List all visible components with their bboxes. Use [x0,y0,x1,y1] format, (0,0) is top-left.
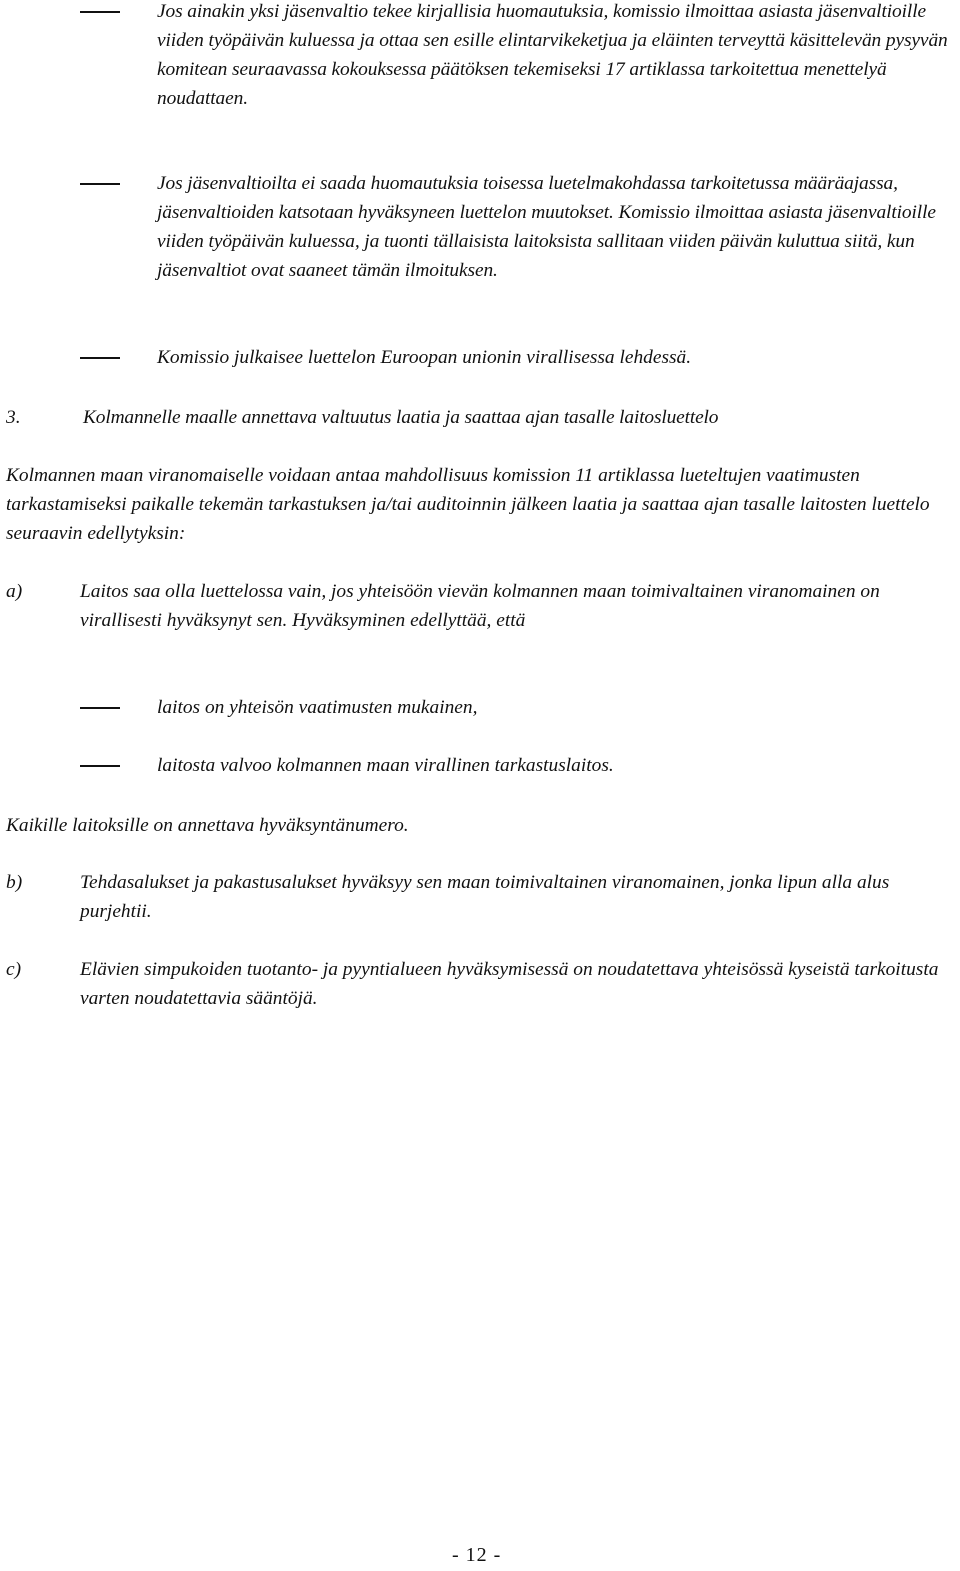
dash-item-text: Jos jäsenvaltioilta ei saada huomautuksia toisessa luetelmakohdassa tarkoitetussa määräajassa, jäsenvaltioiden katsotaan hyväksyneen luettelon muutokset. Komissio ilmoittaa asiasta jäsenvaltioille viiden työpäivän kuluessa, ja tuonti tällaisista laitoksista sallitaan viiden päivän kuluttua siitä, kun jäsenvaltiot ovat saaneet tämän ilmoituksen. [157,173,936,281]
dash-bullet [80,765,120,767]
dash-bullet [80,357,120,359]
section-title: Kolmannelle maalle annettava valtuutus laatia ja saattaa ajan tasalle laitosluettelo [83,407,719,428]
approval-note: Kaikille laitoksille on annettava hyväksyntänumero. [6,815,409,836]
dash-item-text: Komissio julkaisee luettelon Euroopan unionin virallisessa lehdessä. [157,347,692,368]
list-item-text: Elävien simpukoiden tuotanto- ja pyyntialueen hyväksymisessä on noudatettava yhteisössä kyseistä tarkoitusta varten noudatettavia sääntöjä. [80,959,939,1009]
dash-bullet [80,183,120,185]
dash-item-text: laitosta valvoo kolmannen maan virallinen tarkastuslaitos. [157,755,614,776]
list-item-text: Tehdasalukset ja pakastusalukset hyväksyy sen maan toimivaltainen viranomainen, jonka lipun alla alus purjehtii. [80,872,890,922]
list-item-label: b) [6,872,23,893]
list-item-label: c) [6,959,22,980]
dash-item-text: laitos on yhteisön vaatimusten mukainen, [157,697,478,718]
dash-bullet [80,11,120,13]
dash-bullet [80,707,120,709]
list-item-label: a) [6,581,23,602]
list-item-text: Laitos saa olla luettelossa vain, jos yhteisöön vievän kolmannen maan toimivaltainen viranomainen on virallisesti hyväksynyt sen. Hyväksyminen edellyttää, että [80,581,880,631]
dash-item-text: Jos ainakin yksi jäsenvaltio tekee kirjallisia huomautuksia, komissio ilmoittaa asiasta jäsenvaltioille viiden työpäivän kuluessa ja ottaa sen esille elintarvikeketjua ja eläinten terveyttä käsittelevän pysyvän komitean seuraavassa kokouksessa päätöksen tekemiseksi 17 artiklassa tarkoitettua menettelyä noudattaen. [157,1,948,109]
intro-paragraph: Kolmannen maan viranomaiselle voidaan antaa mahdollisuus komission 11 artiklassa lueteltujen vaatimusten tarkastamiseksi paikalle tekemän tarkastuksen ja/tai auditoinnin jälkeen laatia ja saattaa ajan tasalle laitosten luettelo seuraavin edellytyksin: [6,465,930,544]
section-number: 3. [6,407,21,428]
page-number: - 12 - [452,1544,502,1566]
